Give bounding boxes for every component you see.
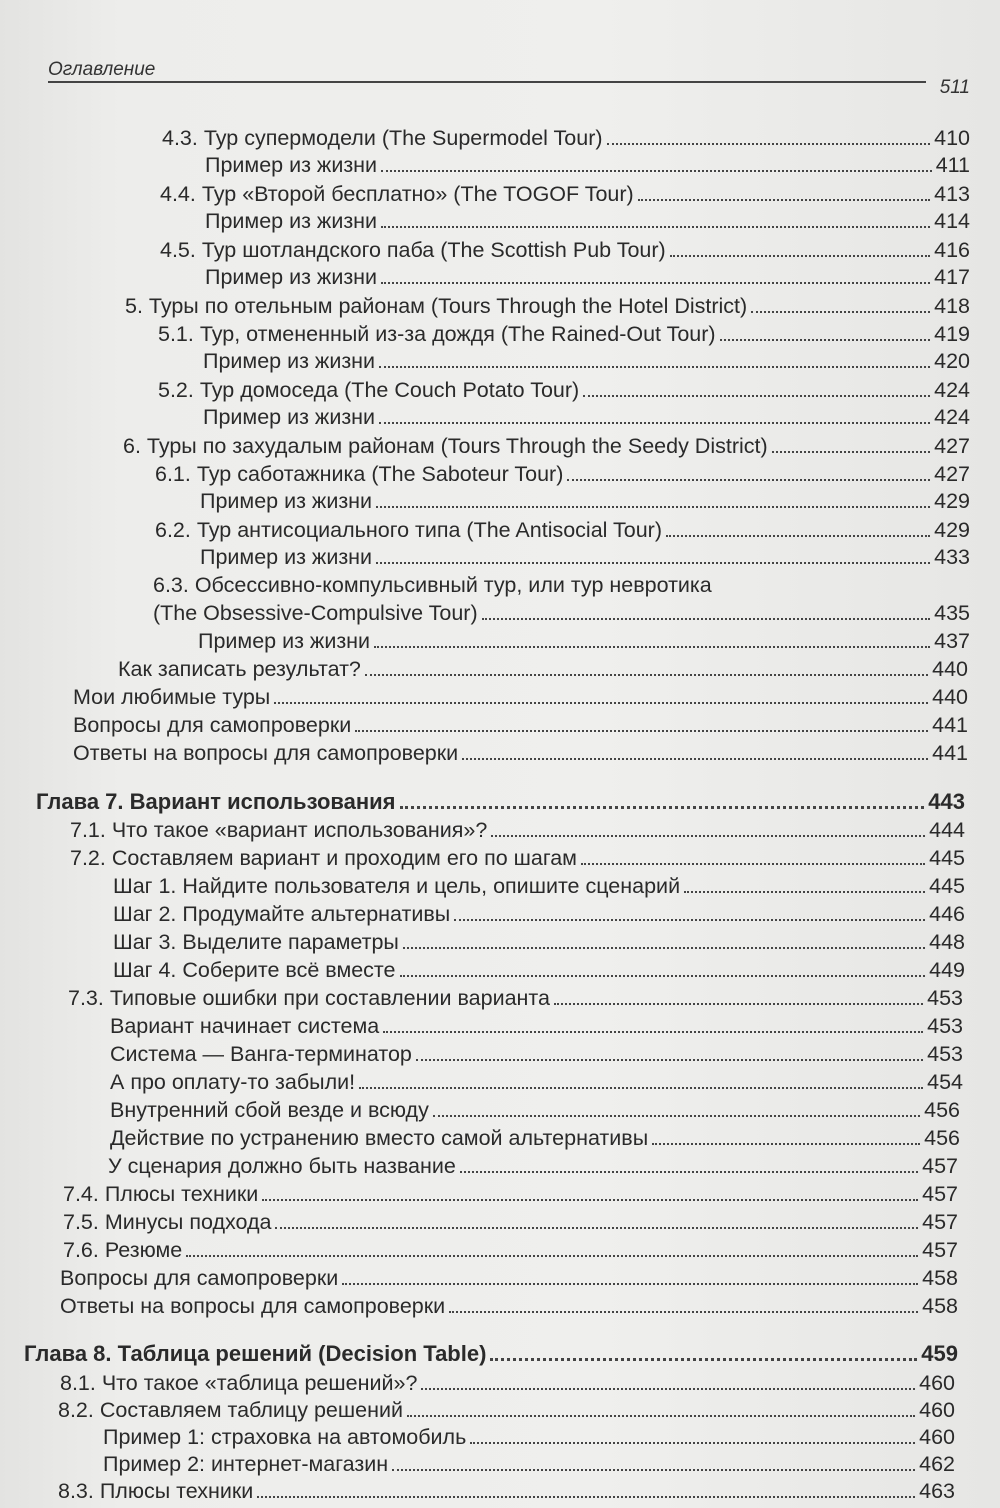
toc-entry-page: 411 xyxy=(935,153,970,177)
running-head xyxy=(48,55,976,98)
toc-entry xyxy=(63,1180,958,1208)
toc-entry-page: 440 xyxy=(932,657,968,681)
toc-entry xyxy=(118,655,968,683)
toc-entry xyxy=(113,928,965,956)
toc-entry xyxy=(110,1068,963,1096)
toc-entry xyxy=(125,292,970,320)
toc-entry-title: 7.3. Типовые ошибки при составлении варианта xyxy=(68,986,550,1010)
dot-leader xyxy=(581,862,925,865)
dot-leader xyxy=(400,974,926,977)
toc-entry-page: 420 xyxy=(934,349,970,373)
toc-entry-page: 435 xyxy=(934,601,970,625)
dot-leader xyxy=(274,701,928,704)
toc-entry-page: 456 xyxy=(924,1126,960,1150)
toc-entry-page: 460 xyxy=(919,1425,955,1449)
toc-entry-page: 414 xyxy=(934,209,970,233)
toc-entry-title: У сценария должно быть название xyxy=(108,1154,456,1178)
toc-entry-title: Система — Ванга-терминатор xyxy=(110,1042,412,1066)
dot-leader xyxy=(652,1142,920,1145)
toc-entry-page: 437 xyxy=(934,629,970,653)
toc-entry-title: 5.1. Тур, отмененный из-за дождя (The Rained-Out Tour) xyxy=(158,322,716,346)
dot-leader xyxy=(638,198,930,201)
toc-entry xyxy=(123,432,970,460)
toc-entry-title: Пример из жизни xyxy=(198,629,371,653)
toc-entry-title: 8.3. Плюсы техники xyxy=(58,1479,254,1503)
toc-entry xyxy=(158,320,970,348)
toc-entry xyxy=(58,1477,955,1505)
toc-entry-page: 456 xyxy=(924,1098,960,1122)
toc-chapter-entry xyxy=(24,1340,958,1368)
toc-entry-page: 427 xyxy=(934,462,970,486)
toc-entry-title: 6. Туры по захудалым районам (Tours Through the Seedy District) xyxy=(123,434,768,458)
toc-entry-title: Ответы на вопросы для самопроверки xyxy=(60,1294,446,1318)
toc-entry xyxy=(60,1292,958,1320)
toc-entry xyxy=(73,711,968,739)
toc-entry-page: 459 xyxy=(921,1341,958,1366)
toc-entry-page: 413 xyxy=(934,182,970,206)
dot-leader xyxy=(376,505,930,508)
dot-leader xyxy=(392,1468,915,1471)
toc-entry xyxy=(108,1152,958,1180)
toc-entry-page: 457 xyxy=(922,1238,958,1262)
toc-entry-title: Пример из жизни xyxy=(205,153,378,177)
toc-entry-title: Пример из жизни xyxy=(205,265,378,289)
toc-entry xyxy=(70,844,965,872)
toc-entry-title: Пример из жизни xyxy=(203,405,376,429)
toc-entry xyxy=(203,403,970,431)
toc-entry-page: 424 xyxy=(934,405,970,429)
toc-entry xyxy=(60,1264,958,1292)
dot-leader xyxy=(407,1414,915,1417)
toc-entry xyxy=(63,1236,958,1264)
toc-entry-page: 458 xyxy=(922,1266,958,1290)
dot-leader xyxy=(554,1002,923,1005)
toc-entry-title: Вопросы для самопроверки xyxy=(73,713,352,737)
toc-entry-title: Шаг 1. Найдите пользователя и цель, опишите сценарий xyxy=(113,874,681,898)
toc-entry-page: 457 xyxy=(922,1182,958,1206)
dot-leader xyxy=(186,1254,918,1257)
toc-entry xyxy=(73,739,968,767)
toc-entry xyxy=(205,263,970,291)
dot-leader xyxy=(449,1310,918,1313)
toc-entry-title: Пример из жизни xyxy=(205,209,378,233)
toc-entry-title: 7.5. Минусы подхода xyxy=(63,1210,272,1234)
toc-entry-page: 463 xyxy=(919,1479,955,1503)
toc-entry-page: 460 xyxy=(919,1371,955,1395)
dot-leader xyxy=(262,1198,918,1201)
toc-entry-page: 462 xyxy=(919,1452,955,1476)
toc-entry-title: 7.2. Составляем вариант и проходим его по шагам xyxy=(70,846,577,870)
toc-entry-title: Пример из жизни xyxy=(203,349,376,373)
toc-entry-page: 433 xyxy=(934,545,970,569)
toc-entry-title: Глава 8. Таблица решений (Decision Table) xyxy=(24,1341,487,1366)
dot-leader xyxy=(470,1441,915,1444)
toc-entry-page: 453 xyxy=(927,1042,963,1066)
dot-leader xyxy=(666,534,930,537)
toc-entry-page: 410 xyxy=(934,126,970,150)
toc-entry-title: Вариант начинает система xyxy=(110,1014,380,1038)
toc-entry xyxy=(158,376,970,404)
toc-entry-title: Пример 2: интернет-магазин xyxy=(103,1452,389,1476)
toc-entry-title: Ответы на вопросы для самопроверки xyxy=(73,741,459,765)
toc-entry-page: 418 xyxy=(934,294,970,318)
toc-entry-title: 6.3. Обсессивно-компульсивный тур, или тур невротика xyxy=(153,573,712,597)
toc-entry-title: 5.2. Тур домоседа (The Couch Potato Tour) xyxy=(158,378,580,402)
toc-entry xyxy=(70,816,965,844)
dot-leader xyxy=(400,805,925,809)
dot-leader xyxy=(376,561,930,564)
toc-entry-title: (The Obsessive-Compulsive Tour) xyxy=(153,601,478,625)
dot-leader xyxy=(379,365,930,368)
dot-leader xyxy=(460,1170,918,1173)
toc-entry-title: Мои любимые туры xyxy=(73,685,271,709)
toc-entry-title: 4.4. Тур «Второй бесплатно» (The TOGOF Tour) xyxy=(160,182,634,206)
dot-leader xyxy=(607,142,931,145)
dot-leader xyxy=(355,729,928,732)
toc-entry xyxy=(160,180,970,208)
toc-entry-page: 419 xyxy=(934,322,970,346)
dot-leader xyxy=(490,1357,917,1361)
toc-entry-page: 445 xyxy=(929,846,965,870)
toc-entry-title: Шаг 2. Продумайте альтернативы xyxy=(113,902,451,926)
toc-entry xyxy=(73,683,968,711)
toc-entry xyxy=(200,543,970,571)
toc-entry-title: 8.1. Что такое «таблица решений»? xyxy=(60,1371,418,1395)
toc-entry-page: 424 xyxy=(934,378,970,402)
dot-leader xyxy=(567,478,930,481)
toc-entry xyxy=(205,207,970,235)
dot-leader xyxy=(374,645,930,648)
toc-entry-title: 4.5. Тур шотландского паба (The Scottish Pub Tour) xyxy=(160,238,666,262)
toc-entry xyxy=(155,516,970,544)
toc-entry xyxy=(198,627,970,655)
toc-entry xyxy=(205,151,970,179)
dot-leader xyxy=(433,1114,920,1117)
page-number: 511 xyxy=(939,77,970,98)
toc-entry xyxy=(58,1396,955,1424)
dot-leader xyxy=(379,421,930,424)
dot-leader xyxy=(670,254,930,257)
toc-entry-page: 453 xyxy=(927,986,963,1010)
toc-chapter-entry xyxy=(36,788,965,816)
toc-entry-title: Внутренний сбой везде и всюду xyxy=(110,1098,429,1122)
toc-entry xyxy=(68,984,963,1012)
toc-entry-title: 7.1. Что такое «вариант использования»? xyxy=(70,818,488,842)
toc-entry xyxy=(60,1369,955,1397)
toc-entry-page: 449 xyxy=(929,958,965,982)
toc-entry xyxy=(153,599,970,627)
toc-entry xyxy=(155,460,970,488)
toc-entry-title: Пример из жизни xyxy=(200,545,373,569)
toc-entry-page: 458 xyxy=(922,1294,958,1318)
toc-entry-title: 7.6. Резюме xyxy=(63,1238,183,1262)
toc-entry-title: Действие по устранению вместо самой альтернативы xyxy=(110,1126,649,1150)
toc-entry-title: 4.3. Тур супермодели (The Supermodel Tour) xyxy=(162,126,603,150)
dot-leader xyxy=(275,1226,918,1229)
toc-entry-page: 457 xyxy=(922,1154,958,1178)
toc-entry-page: 454 xyxy=(927,1070,963,1094)
toc-entry-title: 6.1. Тур саботажника (The Saboteur Tour) xyxy=(155,462,564,486)
toc-entry-page: 446 xyxy=(929,902,965,926)
dot-leader xyxy=(383,1030,923,1033)
dot-leader xyxy=(462,757,928,760)
toc-entry xyxy=(153,571,970,599)
dot-leader xyxy=(482,617,931,620)
toc-entry-title: Шаг 4. Соберите всё вместе xyxy=(113,958,396,982)
toc-entry-title: Пример из жизни xyxy=(200,489,373,513)
toc-entry-title: 8.2. Составляем таблицу решений xyxy=(58,1398,403,1422)
toc-entry-title: Глава 7. Вариант использования xyxy=(36,789,396,814)
dot-leader xyxy=(365,673,928,676)
toc-entry-page: 416 xyxy=(934,238,970,262)
toc-entry-title: Как записать результат? xyxy=(118,657,361,681)
toc-entry-page: 444 xyxy=(929,818,965,842)
toc-entry xyxy=(63,1208,958,1236)
dot-leader xyxy=(381,169,932,172)
toc-entry xyxy=(113,956,965,984)
toc-entry xyxy=(110,1096,960,1124)
toc-entry-title: 6.2. Тур антисоциального типа (The Antisocial Tour) xyxy=(155,518,663,542)
dot-leader xyxy=(421,1387,915,1390)
dot-leader xyxy=(772,450,930,453)
toc-entry xyxy=(103,1450,955,1478)
toc-entry-title: А про оплату-то забыли! xyxy=(110,1070,356,1094)
toc-entry xyxy=(160,236,970,264)
dot-leader xyxy=(454,918,925,921)
dot-leader xyxy=(684,890,925,893)
toc-entry-page: 441 xyxy=(932,741,968,765)
toc-entry-page: 441 xyxy=(932,713,968,737)
toc-entry xyxy=(110,1012,963,1040)
toc-entry-page: 445 xyxy=(929,874,965,898)
dot-leader xyxy=(751,310,930,313)
dot-leader xyxy=(583,394,930,397)
toc-entry xyxy=(113,872,965,900)
running-title: Оглавление xyxy=(48,59,156,80)
dot-leader xyxy=(257,1495,915,1498)
toc-entry-page: 440 xyxy=(932,685,968,709)
toc-entry-page: 427 xyxy=(934,434,970,458)
toc-entry xyxy=(200,487,970,515)
dot-leader xyxy=(720,338,931,341)
toc-entry-page: 448 xyxy=(929,930,965,954)
toc-entry-title: Шаг 3. Выделите параметры xyxy=(113,930,399,954)
toc-entry xyxy=(203,347,970,375)
toc-entry-title: 5. Туры по отельным районам (Tours Through the Hotel District) xyxy=(125,294,748,318)
toc-entry-page: 417 xyxy=(934,265,970,289)
toc-entry-title: Пример 1: страховка на автомобиль xyxy=(103,1425,467,1449)
toc-entry-title: Вопросы для самопроверки xyxy=(60,1266,339,1290)
toc-entry-page: 457 xyxy=(922,1210,958,1234)
toc-entry-page: 453 xyxy=(927,1014,963,1038)
toc-entry-page: 429 xyxy=(934,489,970,513)
toc-entry-page: 443 xyxy=(928,789,965,814)
dot-leader xyxy=(359,1086,923,1089)
dot-leader xyxy=(416,1058,923,1061)
toc-entry-page: 460 xyxy=(919,1398,955,1422)
toc-entry xyxy=(103,1423,955,1451)
dot-leader xyxy=(381,225,930,228)
header-rule xyxy=(48,81,926,83)
toc-entry xyxy=(162,124,970,152)
toc-entry-title: 7.4. Плюсы техники xyxy=(63,1182,259,1206)
dot-leader xyxy=(381,281,930,284)
dot-leader xyxy=(342,1282,918,1285)
toc-entry xyxy=(113,900,965,928)
toc-entry xyxy=(110,1124,960,1152)
toc-entry-page: 429 xyxy=(934,518,970,542)
toc-entry xyxy=(110,1040,963,1068)
dot-leader xyxy=(403,946,925,949)
dot-leader xyxy=(491,834,925,837)
